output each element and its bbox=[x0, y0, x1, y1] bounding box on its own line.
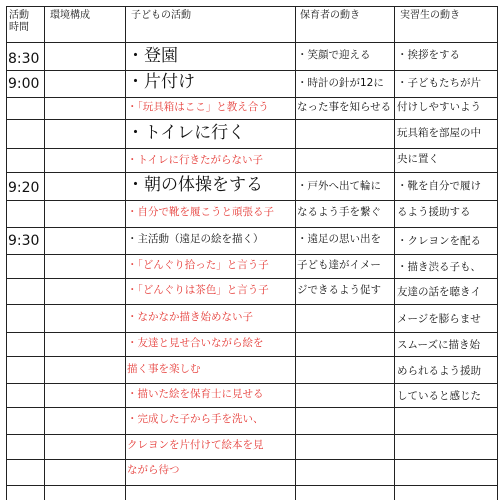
rule-h bbox=[6, 70, 498, 71]
child-activity: ・友達と見せ合いながら絵を bbox=[127, 337, 264, 349]
trainee-action: ・クレヨンを配る bbox=[397, 235, 481, 247]
rule-h bbox=[6, 148, 498, 149]
trainee-action: スムーズに描き始 bbox=[397, 339, 480, 351]
rule-h bbox=[6, 278, 498, 279]
teacher-action: ジできるよう促す bbox=[297, 284, 381, 296]
rule-h bbox=[6, 304, 498, 305]
child-activity: ・「どんぐり拾った」と言う子 bbox=[127, 259, 269, 271]
trainee-action: るよう援助する bbox=[397, 206, 471, 218]
trainee-action: ・靴を自分で履け bbox=[397, 180, 481, 192]
header-time: 活動 時間 bbox=[9, 10, 29, 33]
rule-h bbox=[6, 200, 498, 201]
rule-h bbox=[6, 434, 498, 435]
child-activity: ・自分で靴を履こうと頑張る子 bbox=[127, 206, 274, 218]
trainee-action: 友達の話を聴きイ bbox=[397, 286, 481, 298]
trainee-action: ・描き渋る子も、 bbox=[397, 261, 481, 273]
child-activity: ・片付け bbox=[127, 72, 195, 92]
header-env: 環境構成 bbox=[50, 10, 90, 21]
child-activity: ・朝の体操をする bbox=[127, 175, 263, 195]
child-activity: ながら待つ bbox=[127, 464, 180, 476]
child-activity: ・描いた絵を保育士に見せる bbox=[127, 388, 264, 400]
child-activity: ・「どんぐりは茶色」と言う子 bbox=[127, 284, 269, 296]
rule-h bbox=[6, 97, 498, 98]
rule-h bbox=[6, 485, 498, 486]
trainee-action: 付けしやすいよう bbox=[397, 101, 481, 113]
trainee-action: められるよう援助 bbox=[397, 365, 481, 377]
time-label: 8:30 bbox=[8, 51, 40, 67]
trainee-action: 玩具箱を部屋の中 bbox=[397, 127, 481, 139]
rule-v bbox=[44, 6, 45, 500]
trainee-action: ・挨拶をする bbox=[397, 49, 460, 61]
trainee-action: メージを膨らませ bbox=[397, 313, 481, 325]
teacher-action: ・戸外へ出て輪に bbox=[297, 180, 381, 192]
rule-h bbox=[6, 332, 498, 333]
rule-v bbox=[394, 6, 395, 500]
rule-h bbox=[6, 383, 498, 384]
teacher-action: なるよう手を繋ぐ bbox=[297, 206, 381, 218]
rule-h bbox=[6, 172, 498, 173]
time-label: 9:30 bbox=[8, 233, 40, 249]
teacher-action: 子ども達がイメー bbox=[297, 259, 381, 271]
trainee-action: していると感じた bbox=[397, 390, 481, 402]
teacher-action: ・時計の針が12に bbox=[297, 77, 384, 89]
child-activity: ・トイレに行く bbox=[127, 123, 246, 143]
trainee-action: 央に置く bbox=[397, 153, 439, 165]
rule-h bbox=[6, 254, 498, 255]
rule-h bbox=[6, 42, 498, 43]
header-teacher: 保育者の動き bbox=[300, 10, 360, 21]
child-activity: クレヨンを片付けて絵本を見 bbox=[127, 439, 264, 451]
teacher-action: ・遠足の思い出を bbox=[297, 233, 381, 245]
rule-v bbox=[6, 6, 7, 500]
rule-h bbox=[6, 407, 498, 408]
child-activity: ・トイレに行きたがらない子 bbox=[127, 154, 263, 166]
header-trainee: 実習生の動き bbox=[400, 10, 460, 21]
header-child: 子どもの活動 bbox=[131, 10, 191, 21]
teacher-action: なった事を知らせる bbox=[297, 101, 392, 113]
rule-v bbox=[125, 6, 126, 500]
rule-v bbox=[295, 6, 296, 500]
time-label: 9:20 bbox=[8, 180, 40, 196]
child-activity: ・なかなか描き始めない子 bbox=[127, 311, 253, 323]
child-activity: 描く事を楽しむ bbox=[127, 363, 201, 375]
teacher-action: ・笑顔で迎える bbox=[297, 49, 371, 61]
child-activity: ・登園 bbox=[127, 46, 178, 66]
rule-h bbox=[6, 119, 498, 120]
rule-h bbox=[6, 227, 498, 228]
child-activity: ・主活動（遠足の絵を描く） bbox=[127, 233, 264, 245]
time-label: 9:00 bbox=[8, 76, 40, 92]
rule-h bbox=[6, 6, 498, 7]
rule-h bbox=[6, 356, 498, 357]
trainee-action: ・子どもたちが片 bbox=[397, 77, 481, 89]
rule-h bbox=[6, 459, 498, 460]
child-activity: ・完成した子から手を洗い、 bbox=[127, 413, 264, 425]
child-activity: ・「玩具箱はここ」と教え合う bbox=[127, 101, 269, 113]
rule-v bbox=[497, 6, 498, 500]
